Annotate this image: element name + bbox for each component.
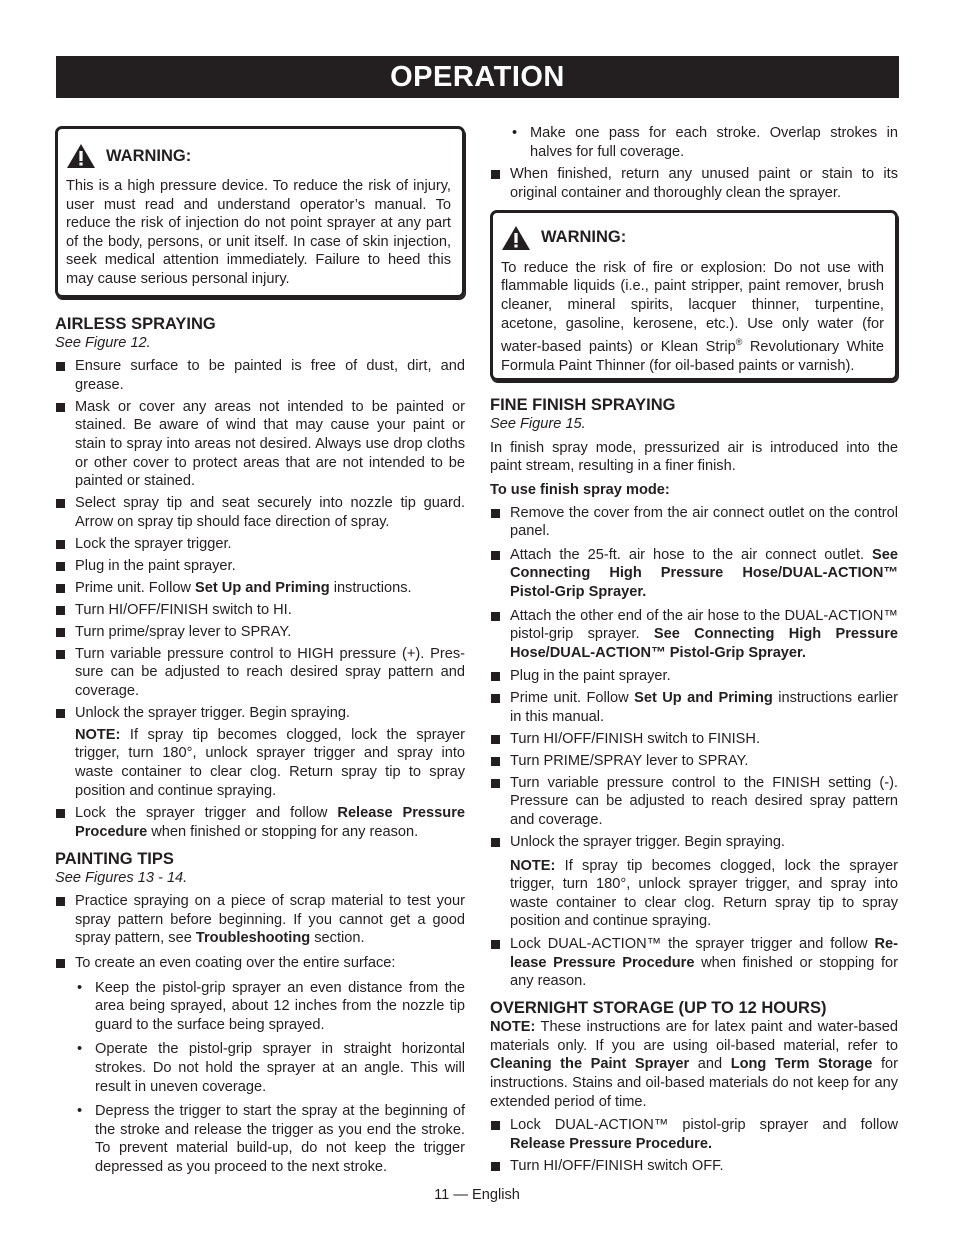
note-text: If spray tip becomes clogged, lock the sprayer trigger, turn 180°, unlock sprayer trigger, and spray into waste container to clear clog. Return spray tip to spray position and continue spraying. xyxy=(510,857,898,930)
list-item xyxy=(55,579,465,598)
text: instructions. xyxy=(329,579,412,596)
text: instructions earlier in this manual. xyxy=(510,690,898,725)
fine-note xyxy=(490,857,898,931)
text: To reduce the risk of fire or explosion: Do not use with flammable liquids (i.e., paint stripper, paint remover, brush cleaner, mineral spirits, lacquer thinner, turpentine, acetone, gasoline, kerosene, etc.). Use only water (for water-based paints) or Klean Strip xyxy=(501,259,884,355)
fine-list xyxy=(490,504,898,852)
text: when finished or stopping for any reason. xyxy=(147,823,419,840)
fine-subheading: To use finish spray mode: xyxy=(490,481,670,498)
bold-ref: See Connecting High Pressure Hose/DUAL-ACTION™ Pistol-Grip Sprayer. xyxy=(510,546,898,600)
airless-list xyxy=(55,357,465,722)
text: section. xyxy=(310,930,365,947)
warning-text: This is a high pressure device. To reduce the risk of injury, user must read and understand operator’s manual. To reduce the risk of injection do not point sprayer at any part of the body, persons, or unit itself. In case of skin injection, seek medical attention immediately. Failure to heed this may cause serious personal injury. xyxy=(66,178,451,287)
airless-list-end xyxy=(55,804,465,841)
list-item: Remove the cover from the air connect outlet on the control panel. xyxy=(490,504,898,541)
warning-header xyxy=(501,225,884,251)
fine-see-figure: See Figure 15. xyxy=(490,416,586,433)
airless-see-figure: See Figure 12. xyxy=(55,334,151,351)
list-item: Plug in the paint sprayer. xyxy=(55,557,465,576)
text: Lock the sprayer trigger and follow xyxy=(75,805,338,822)
fine-heading: FINE FINISH SPRAYING xyxy=(490,396,676,415)
storage-heading: OVERNIGHT STORAGE (UP TO 12 HOURS) xyxy=(490,999,827,1018)
bold-ref: See Connecting High Pressure Hose/DUAL-ACTION™ Pistol-Grip Sprayer. xyxy=(510,626,898,661)
bold-ref: Release Pressure Procedure. xyxy=(510,1135,712,1152)
list-item: Unlock the sprayer trigger. Begin spraying. xyxy=(490,833,898,852)
right-column xyxy=(490,124,898,1179)
list-item: When finished, return any unused paint or stain to its original container and thoroughly clean the sprayer. xyxy=(490,165,898,202)
list-item xyxy=(55,892,465,948)
list-item xyxy=(490,1116,898,1153)
warning-box-fire xyxy=(490,210,898,381)
list-item: Lock the sprayer trigger. xyxy=(55,535,465,554)
bold-ref: Cleaning the Paint Sprayer xyxy=(490,1056,690,1073)
tips-heading: PAINTING TIPS xyxy=(55,849,174,868)
list-item: To create an even coating over the entire surface: xyxy=(55,954,465,973)
text: when finished or stopping for any reason. xyxy=(510,954,898,990)
text: Attach the 25-ft. air hose to the air connect outlet. xyxy=(510,546,873,563)
warning-triangle-icon xyxy=(66,143,96,169)
list-item xyxy=(490,546,898,602)
bold-ref: Re-lease Pressure Procedure xyxy=(510,935,898,971)
list-item xyxy=(55,804,465,841)
text: Prime unit. Follow xyxy=(510,690,635,707)
text: These instructions are for latex paint and water-based materials only. If you are using oil-based material, refer to xyxy=(490,1019,898,1054)
list-item: Select spray tip and seat securely into nozzle tip guard. Arrow on spray tip should face direction of spray. xyxy=(55,494,465,531)
text: Practice spraying on a piece of scrap material to test your spray pattern before beginning. If you cannot get a good spray pattern, see xyxy=(75,893,465,947)
page-title: OPERATION xyxy=(56,56,899,98)
tips-list-continued xyxy=(490,124,898,202)
list-item: Turn HI/OFF/FINISH switch to FINISH. xyxy=(490,730,898,749)
bold-ref: Set Up and Priming xyxy=(634,690,773,707)
list-item: Ensure surface to be painted is free of dust, dirt, and grease. xyxy=(55,357,465,394)
list-item: Turn variable pressure control to the FINISH setting (-). Pressure can be adjusted to reach desired spray pattern and coverage. xyxy=(490,774,898,830)
warning-label: WARNING: xyxy=(106,146,192,165)
list-item: Turn HI/OFF/FINISH switch to HI. xyxy=(55,601,465,620)
tips-list xyxy=(55,892,465,1176)
text: Lock DUAL-ACTION™ pistol-grip sprayer and follow xyxy=(510,1117,898,1134)
left-column xyxy=(55,126,465,1180)
note-label: NOTE: xyxy=(490,1019,536,1036)
sub-list-item: • Keep the pistol-grip sprayer an even distance from the area being sprayed, about 12 inches from the nozzle tip guard to the surface being sprayed. xyxy=(55,979,465,1035)
storage-note xyxy=(490,1018,898,1111)
list-item: Turn PRIME/SPRAY lever to SPRAY. xyxy=(490,752,898,771)
airless-note xyxy=(55,726,465,800)
fine-list-end xyxy=(490,935,898,991)
tips-see-figure: See Figures 13 - 14. xyxy=(55,869,188,886)
list-item: Turn variable pressure control to HIGH pressure (+). Pres-sure can be adjusted to reach desired spray pattern and coverage. xyxy=(55,645,465,701)
list-item: Mask or cover any areas not intended to be painted or stained. Be aware of wind that may cause your paint or stain to spray into areas not desired. Always use drop cloths or other cover to protect areas that are not intended to be painted or stained. xyxy=(55,398,465,491)
bold-ref: Release Pressure Procedure xyxy=(75,805,465,840)
bold-ref: Troubleshooting xyxy=(195,930,311,947)
text: Revolutionary White Formula Paint Thinner (for oil-based paints or varnish). xyxy=(501,339,884,374)
list-item xyxy=(490,607,898,663)
bold-ref: Set Up and Priming xyxy=(195,579,330,596)
list-item xyxy=(490,935,898,991)
airless-heading: AIRLESS SPRAYING xyxy=(55,314,216,333)
warning-header xyxy=(66,143,451,169)
list-item: Turn prime/spray lever to SPRAY. xyxy=(55,623,465,642)
sub-list-item: • Make one pass for each stroke. Overlap strokes in halves for full coverage. xyxy=(490,124,898,161)
note-text: If spray tip becomes clogged, lock the sprayer trigger, turn 180°, unlock sprayer trigger and spray into waste container to clear clog. Return spray tip to spray position and continue spraying. xyxy=(75,726,465,799)
storage-list xyxy=(490,1116,898,1175)
warning-label: WARNING: xyxy=(541,228,627,247)
sub-list-item: • Operate the pistol-grip sprayer in straight horizontal strokes. Do not hold the sprayer at an angle. This will result in uneven coverage. xyxy=(55,1040,465,1096)
text: for instructions. Stains and oil-based materials do not keep for any extended period of time. xyxy=(490,1056,898,1110)
list-item: Turn HI/OFF/FINISH switch OFF. xyxy=(490,1157,898,1176)
warning-triangle-icon xyxy=(501,225,531,251)
text: Lock DUAL-ACTION™ the sprayer trigger and follow xyxy=(510,935,875,952)
list-item xyxy=(490,689,898,726)
note-label: NOTE: xyxy=(510,857,556,874)
note-label: NOTE: xyxy=(75,726,121,743)
page-footer: 11 — English xyxy=(434,1187,520,1203)
fine-intro: In finish spray mode, pressurized air is introduced into the paint stream, resulting in a finer finish. xyxy=(490,439,898,475)
text: Prime unit. Follow xyxy=(75,579,196,596)
sub-list-item: • Depress the trigger to start the spray at the beginning of the stroke and release the trigger as you end the stroke. To prevent material build-up, do not keep the trigger depressed as you proceed to the next stroke. xyxy=(55,1102,465,1176)
text: Attach the other end of the air hose to the DUAL-ACTION™ pistol-grip sprayer. xyxy=(510,607,898,643)
bold-ref: Long Term Storage xyxy=(730,1056,873,1073)
list-item: Unlock the sprayer trigger. Begin spraying. xyxy=(55,704,465,723)
registered-mark: ® xyxy=(735,337,743,348)
warning-text xyxy=(501,259,884,375)
text: and xyxy=(689,1056,731,1073)
warning-box-injection xyxy=(55,126,465,298)
list-item: Plug in the paint sprayer. xyxy=(490,667,898,686)
